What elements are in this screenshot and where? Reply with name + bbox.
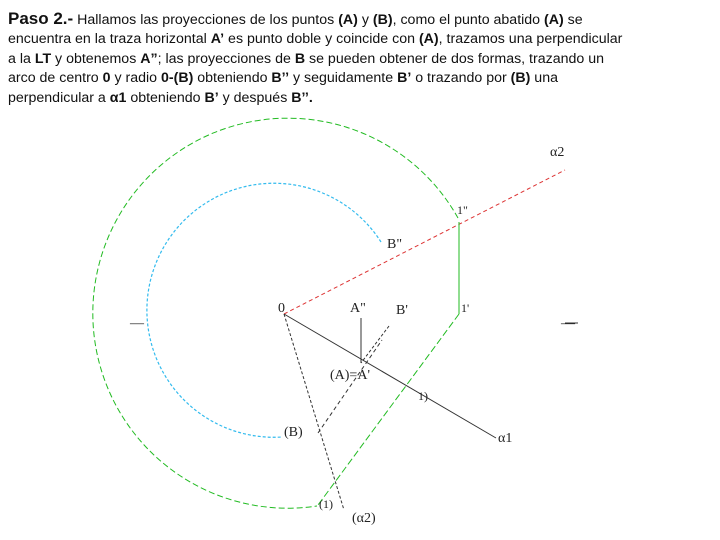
label-alpha1: α1 [498,431,513,446]
label-lt-left: — [130,316,144,331]
emphasis-term: 0-(B) [161,70,194,87]
emphasis-term: B’’. [291,89,313,106]
label-a-abatido: (A)=A' [330,368,370,383]
emphasis-term: B’ [397,70,412,87]
cyan-arc [147,183,381,437]
label-zero: 0 [278,301,285,316]
emphasis-term: A’ [210,31,225,48]
label-one-prime: 1' [461,301,470,315]
text-segment: , trazamos una perpendicular [438,31,623,48]
text-segment: a la [8,50,35,67]
text-segment: se pueden obtener de dos formas, trazando un [305,50,604,67]
text-segment: se [563,12,583,28]
green-diagonal [318,314,459,505]
label-one-partial: 1) [418,389,428,403]
text-segment: y [357,12,373,28]
text-segment: Hallamos las proyecciones de los puntos [73,12,339,28]
emphasis-term: α1 [109,89,127,106]
line-b-prime [361,326,389,363]
text-segment: y obtenemos [51,50,141,67]
text-segment: encuentra en la traza horizontal [8,31,211,48]
text-segment: y seguidamente [289,70,398,87]
step-title: Paso 2.- [8,9,74,28]
label-b-prime: B' [396,303,408,318]
label-alpha2: α2 [550,145,565,160]
emphasis-term: (A) [338,12,358,28]
emphasis-term: B’’ [271,70,290,87]
text-segment: obteniendo [193,70,272,87]
label-b-double: B" [387,237,403,252]
emphasis-term: B’ [204,89,219,106]
text-segment: o trazando por [411,70,511,87]
label-alpha2-abatido: (α2) [352,511,376,526]
text-segment: perpendicular a [8,89,110,106]
emphasis-term: (A) [544,12,564,28]
label-a-double: A" [350,301,366,316]
text-segment: obteniendo [126,89,205,106]
emphasis-term: 0 [102,70,111,87]
label-one-double: 1" [457,203,468,217]
label-one-abatido: (1) [319,497,333,511]
text-segment: y después [218,89,292,106]
text-segment: arco de centro [8,70,103,87]
trace-alpha2 [284,170,565,314]
label-lt-right: — [561,316,575,331]
emphasis-term: LT [34,50,52,67]
emphasis-term: (B) [510,70,531,87]
emphasis-term: A” [140,50,158,67]
text-segment: , como el punto abatido [392,12,545,28]
text-segment: una [530,70,558,87]
text-segment: es punto doble y coincide con [224,31,419,48]
emphasis-term: (A) [418,31,439,48]
emphasis-term: (B) [372,12,393,28]
label-b-abatido: (B) [284,425,303,440]
line-b-one [318,340,382,433]
text-segment: y radio [110,70,161,87]
emphasis-term: B [294,50,306,67]
text-segment: ; las proyecciones de [157,50,295,67]
